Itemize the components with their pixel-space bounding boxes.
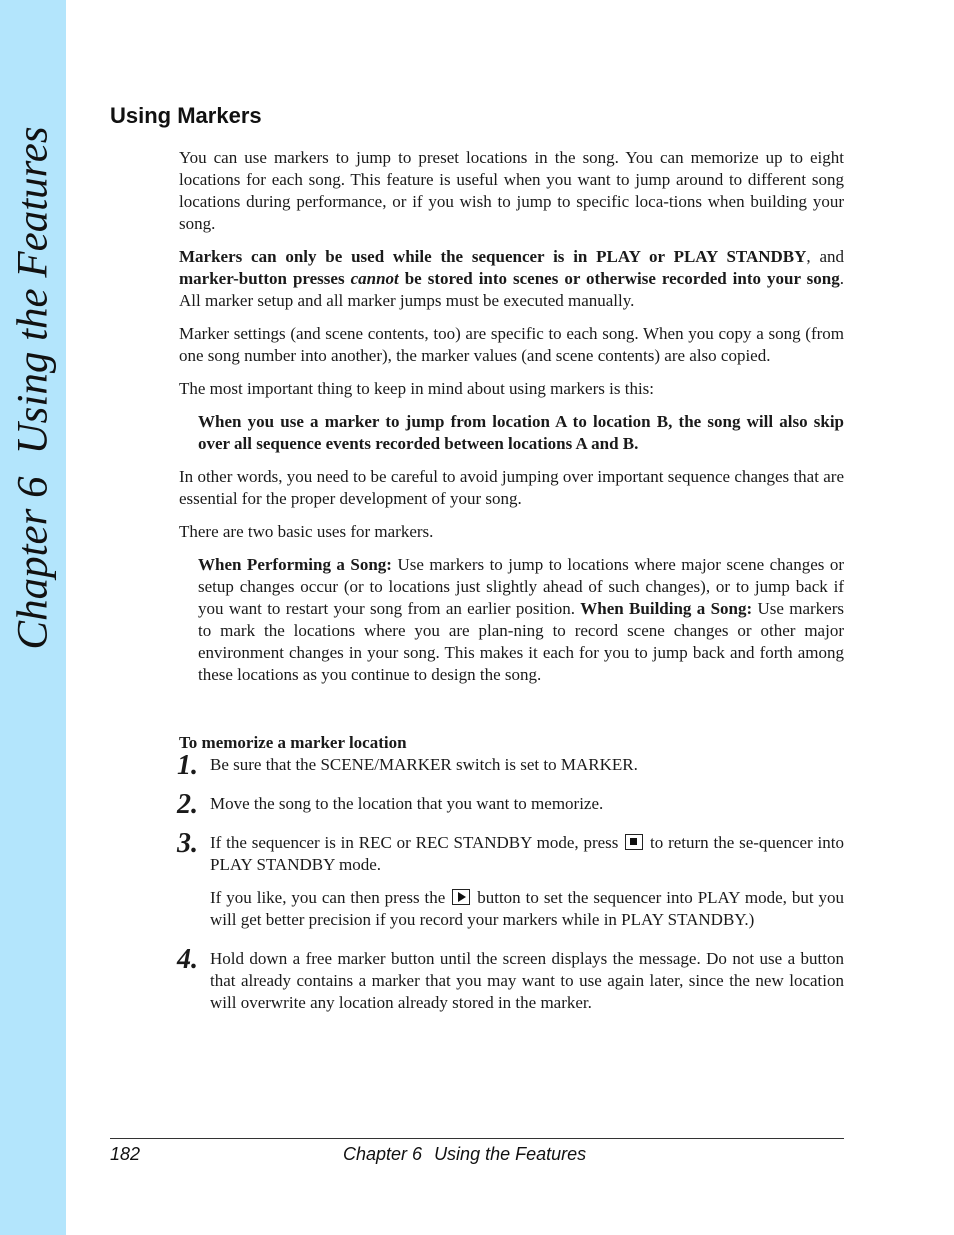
step-text-after: to return the se-quencer into PLAY STANDBY mode.	[210, 833, 844, 874]
footer-rule	[110, 1138, 844, 1139]
intro-paragraph: You can use markers to jump to preset locations in the song. You can memorize up to eight locations for each song. This feature is useful when you want to jump around to different song locations during performance, or if you wish to jump to specific loca-tions when building your song.	[179, 148, 844, 233]
step-number: 4.	[177, 944, 198, 975]
two-uses-paragraph: There are two basic uses for markers.	[179, 522, 434, 541]
step-note-after: button to set the sequencer into PLAY mode, but you will get better precision if you record your markers while in PLAY STANDBY.)	[210, 888, 844, 929]
footer-chapter-name: Using the Features	[434, 1144, 587, 1164]
limits-bold-2	[179, 269, 840, 288]
chapter-side-title	[9, 126, 58, 649]
footer-chapter-label: Chapter 6	[343, 1144, 423, 1164]
procedure-step-1	[177, 750, 844, 781]
other-words-paragraph: In other words, you need to be careful to avoid jumping over important sequence changes that are essential for the proper development of your song.	[179, 467, 844, 508]
use-performing-text: Use markers to jump to locations where major scene changes or setup changes occur (or to locations just slightly ahead of such changes), or to jump back if you want to restart your song from an earlier position.	[198, 555, 844, 618]
limits-emphasis: cannot	[350, 269, 399, 288]
section-heading: Using Markers	[110, 103, 262, 128]
limits-bold-2a: marker-button presses	[179, 269, 351, 288]
important-rule-text: When you use a marker to jump from location A to location B, the song will also skip over all sequence events recorded between locations A and B.	[198, 412, 844, 453]
step-note-before: If you like, you can then press the	[210, 888, 451, 907]
procedure-step-3	[177, 828, 844, 931]
important-rule	[198, 411, 844, 455]
limits-paragraph	[179, 246, 844, 312]
limits-bold-2b: be stored into scenes or otherwise recorded into your song	[398, 269, 840, 288]
footer-page-number: 182	[110, 1144, 141, 1164]
step-number: 2.	[177, 789, 198, 820]
step-text: Hold down a free marker button until the screen displays the message. Do not use a button that already contains a marker that you may want to use again later, since the new location will overwrite any location already stored in the marker.	[210, 949, 844, 1012]
procedure-step-2	[177, 789, 844, 820]
stop-icon	[625, 834, 643, 850]
step-note	[210, 887, 844, 931]
important-intro: The most important thing to keep in mind about using markers is this:	[179, 379, 655, 398]
side-chapter-name: Using the Features	[9, 126, 57, 455]
step-text: Move the song to the location that you want to memorize.	[210, 794, 604, 813]
step-text	[210, 832, 844, 876]
side-chapter-label: Chapter 6	[9, 476, 57, 650]
body-text	[179, 147, 844, 1031]
procedure-step-4	[177, 944, 844, 1014]
procedure-title: To memorize a marker location	[179, 733, 407, 752]
specific-paragraph: Marker settings (and scene contents, too) are specific to each song. When you copy a song (from one song number into another), the marker values (and scene contents) are also copied.	[179, 324, 844, 365]
limits-text-2: . All marker setup and all marker jumps must be executed manually.	[179, 269, 844, 310]
step-text-before: If the sequencer is in REC or REC STANDBY mode, press	[210, 833, 624, 852]
limits-text-1: , and	[806, 247, 845, 266]
play-icon	[452, 889, 470, 905]
footer-chapter-title	[343, 1144, 586, 1165]
step-number: 1.	[177, 750, 198, 781]
limits-bold-1: Markers can only be used while the sequencer is in PLAY or PLAY STANDBY	[179, 247, 807, 266]
use-performing-label: When Performing a Song:	[198, 555, 392, 574]
use-building-text: Use markers to mark the locations where you are plan-ning to record scene changes or other major environment changes in your song. This makes it each for you to jump back and forth among these locations as you continue to design the song.	[198, 599, 844, 684]
use-building-label: When Building a Song:	[580, 599, 753, 618]
step-number: 3.	[177, 828, 198, 859]
uses-paragraph	[198, 554, 844, 686]
step-text: Be sure that the SCENE/MARKER switch is set to MARKER.	[210, 755, 638, 774]
